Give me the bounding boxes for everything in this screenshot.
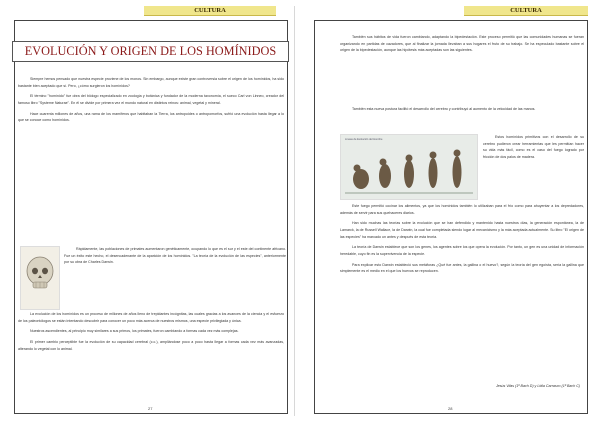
paragraph: Siempre hemos pensado que nuestra especie proviene de los monos. Sin embargo, aunque existe gran controversia sobre el origen de los homínidos, ha sido bastante bien aceptado que sí. Pero, ¿cómo surgieron los homínidos? xyxy=(18,77,284,88)
paragraph: También esta nueva postura facilitó el desarrollo del cerebro y contribuyó al aumento de la velocidad de las manos. xyxy=(352,107,536,111)
right-page-header: CULTURA xyxy=(464,6,588,16)
right-beside-figure-text xyxy=(483,134,584,165)
skull-icon xyxy=(21,247,59,309)
paragraph: Hace cuarenta millones de años, una rama de los mamíferos que habitaban la Tierra, los antropoides o antropomorfos, sufrió una evolución hasta llegar a lo que se conoce como homínidos. xyxy=(18,111,284,123)
page-number: 28 xyxy=(448,406,453,411)
paragraph: Para explicar esto Darwin estableció sus metáforas ¿Qué fue antes, la gallina o el huevo?, según la teoría del gen egoísta, sería la gallina que simplemente es el medio en el que los huevos se reproducen. xyxy=(340,262,584,274)
right-top-text xyxy=(340,34,584,58)
right-mid-text xyxy=(340,106,584,117)
left-page-header: CULTURA xyxy=(144,6,276,16)
evolution-caption: Líneas de Evolución del Hombre xyxy=(345,138,383,141)
article-title-box xyxy=(12,41,289,62)
left-page xyxy=(6,6,295,416)
paragraph: Nuestros ascendientes, al principio muy similares a sus primos, los primates, fueron cambiando a formas cada vez más complejas. xyxy=(30,329,239,334)
paragraph: El término "homínido" fue obra del biólogo especializado en zoología y botánica y fundador de la moderna taxonomía, el sueco Carl von Linneo, creador del famoso libro "Systeme Naturae". En él se divide por primera vez el mundo natural en distintos reinos: animal, vegetal y mineral. xyxy=(18,94,284,105)
paragraph: También sus hábitos de vida fueron cambiando, adaptando la bipedestación. Este proceso permitió que las comunidades humanas se fueran organizando en partidas de cazadores, que al finalizar la jornada llevaban a sus hogares el fruto de su trabajo. Se ha especulado bastante sobre el origen de la bipedestación, aunque las hipótesis más aceptadas son las siguientes. xyxy=(340,35,584,53)
human-evolution-icon xyxy=(341,135,477,199)
paragraph: La teoría de Darwin establece que son los genes, los agentes sobre los que opera la evolución. Por tanto, un gen es una unidad de información heredable, cuyo fin es la supervivencia de la especie. xyxy=(340,245,584,256)
paragraph: Este fuego permitió cocinar los alimentos, ya que los homínidos también lo utilizaban para el frío como para ahuyentar a los depredadores, además de servir para sus quehaceres diarios. xyxy=(340,204,584,215)
paragraph: La evolución de los homínidos es un proceso de millones de años lleno de trepidantes incógnitas, las cuales gracias a los avances de la ciencia y el esfuerzo de los paleontólogos se están intentando descubrir para conocer un poco más acerca de nuestros mismos, una especie privilegiada y única. xyxy=(18,312,284,323)
left-bottom-text xyxy=(18,311,284,357)
left-top-text xyxy=(18,76,284,128)
right-page xyxy=(306,6,594,416)
skull-illustration xyxy=(20,246,60,310)
page-number: 27 xyxy=(148,406,153,411)
author-credit: Jesús Vilas (1º Bach D) y Lidia Carrasco (1º Bach C) xyxy=(495,384,580,388)
paragraph: Estos homínidos primitivos con el desarrollo de su cerebro pudieron crear herramientas que les permitían hacer su vida más fácil, como es el caso del fuego logrado por fricción de dos palos de madera. xyxy=(483,135,584,159)
paragraph: Han sido muchas las teorías sobre la evolución que se han defendido y mantenido hasta nuestros días, la generación espontánea, la de Lamarck, la de Russell Wallace, la de Darwin, la cual fue completada siendo lugar al mecanicismo y la más aceptada actualmente. Su libro "El origen de las especies" ha marcado un antes y después de esta teoría. xyxy=(340,221,584,239)
article-title: EVOLUCIÓN Y ORIGEN DE LOS HOMÍNIDOS xyxy=(24,44,277,58)
evolution-illustration xyxy=(340,134,478,200)
left-beside-figure-text xyxy=(64,246,286,270)
paragraph: Rápidamente, las poblaciones de primates aumentaron genéticamente, ocupando lo que es el sur y el este del continente africano. Fue un éxito este hecho, el desencadenante de la aparición de los homínidos. "La teoría de la evolución de las especies", anteriormente por su obra de Charles Darwin. xyxy=(64,247,286,265)
right-bottom-text xyxy=(340,203,584,279)
paragraph: El primer cambio perceptible fue la evolución de su capacidad cerebral (c.c.), ampliándose poco a poco hasta llegar a formas cada vez más avanzadas, alterando lo vegetal con lo animal. xyxy=(18,340,284,351)
